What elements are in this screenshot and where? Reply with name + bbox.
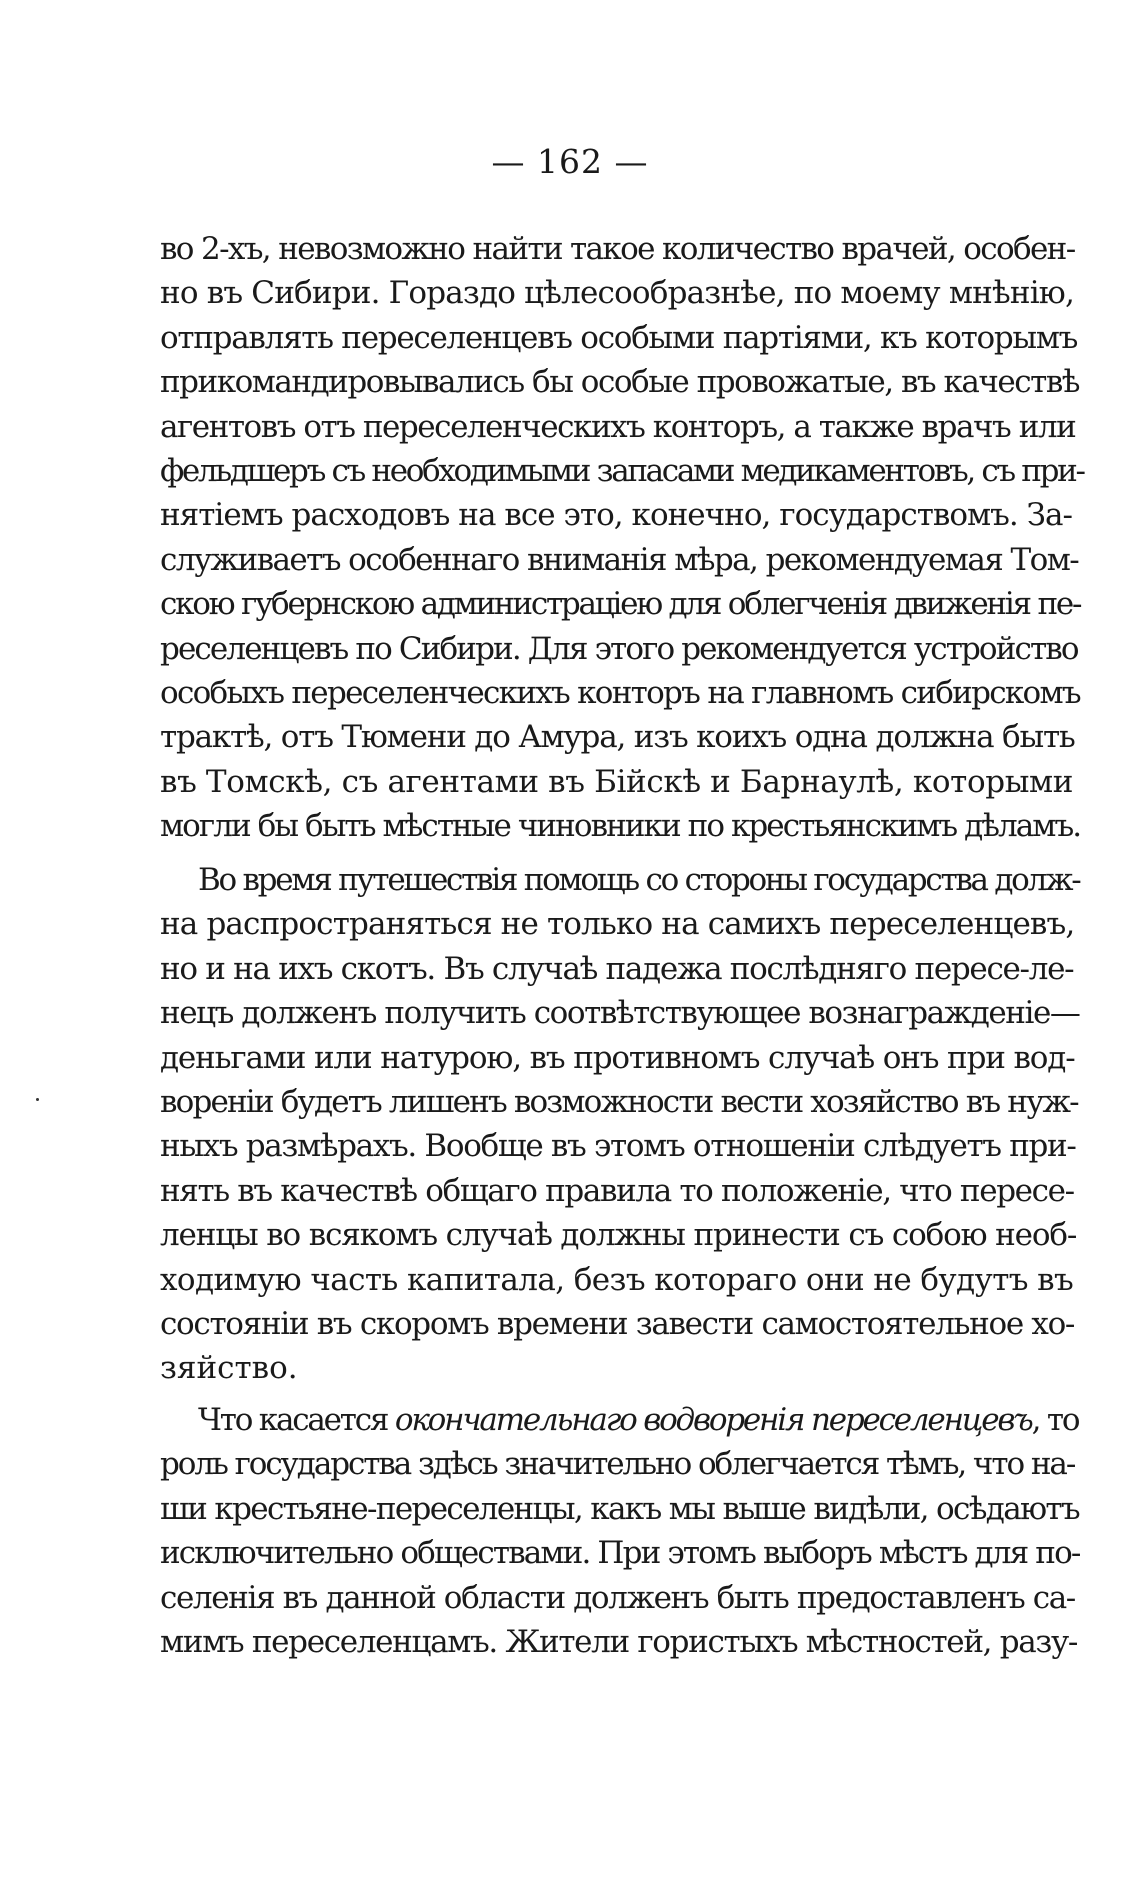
text-line: ныхъ размѣрахъ. Вообще въ этомъ отношеніи слѣдуетъ при-: [160, 1128, 1076, 1165]
text-line: агентовъ отъ переселенческихъ конторъ, а также врачъ или: [160, 408, 1076, 445]
text-line: мимъ переселенцамъ. Жители гористыхъ мѣстностей, разу-: [160, 1623, 1078, 1660]
text-line: отправлять переселенцевъ особыми партіями, къ которымъ: [160, 319, 1078, 356]
text-run: , то: [1031, 1402, 1079, 1438]
text-line: ленцы во всякомъ случаѣ должны принести съ собою необ-: [160, 1217, 1077, 1254]
text-line: особыхъ переселенческихъ конторъ на главномъ сибирскомъ: [160, 674, 1080, 711]
text-line: нять въ качествѣ общаго правила то положеніе, что пересе-: [160, 1172, 1074, 1209]
text-line: деньгами или натурою, въ противномъ случаѣ онъ при вод-: [160, 1039, 1075, 1076]
italic-emphasis: окончательнаго водворенія переселенцевъ: [394, 1402, 1032, 1438]
text-line: Во время путешествія помощь со стороны государства долж-: [198, 862, 1080, 898]
text-line: нятіемъ расходовъ на все это, конечно, государствомъ. За-: [160, 497, 1072, 534]
text-line: зяйство.: [160, 1350, 298, 1387]
text-line: фельдшеръ съ необходимыми запасами медикаментовъ, съ при-: [160, 452, 1084, 489]
paragraph-3: [160, 1398, 1080, 1664]
text-line: служиваетъ особеннаго вниманія мѣра, рекомендуемая Том-: [160, 541, 1079, 578]
text-line: скою губернскою администраціею для облегченія движенія пе-: [160, 586, 1081, 623]
paragraph-1: [160, 227, 1084, 848]
text-line: нецъ долженъ получить соотвѣтствующее вознагражденіе—: [160, 995, 1080, 1032]
text-line: вореніи будетъ лишенъ возможности вести хозяйство въ нуж-: [160, 1083, 1078, 1120]
scan-speck: [36, 1098, 39, 1101]
text-line: трактѣ, отъ Тюмени до Амура, изъ коихъ одна должна быть: [160, 719, 1075, 756]
text-line: прикомандировывались бы особые провожатые, въ качествѣ: [160, 364, 1080, 401]
page-number: — 162 —: [491, 142, 649, 181]
text-line: роль государства здѣсь значительно облегчается тѣмъ, что на-: [160, 1446, 1075, 1483]
text-line: во 2-хъ, невозможно найти такое количество врачей, особен-: [160, 231, 1075, 267]
text-line: въ Томскѣ, съ агентами въ Бійскѣ и Барнаулѣ, которыми: [160, 763, 1074, 800]
text-line: могли бы быть мѣстные чиновники по крестьянскимъ дѣламъ.: [160, 808, 1081, 845]
text-line: ходимую часть капитала, безъ котораго они не будутъ въ: [160, 1261, 1074, 1298]
text-line: реселенцевъ по Сибири. Для этого рекомендуется устройство: [160, 630, 1078, 667]
text-line: ши крестьяне-переселенцы, какъ мы выше видѣли, осѣдаютъ: [160, 1490, 1079, 1527]
text-line: на распространяться не только на самихъ переселенцевъ,: [160, 906, 1075, 943]
text-line: но и на ихъ скотъ. Въ случаѣ падежа послѣдняго пересе-ле-: [160, 950, 1074, 987]
text-line: селенія въ данной области долженъ быть предоставленъ са-: [160, 1579, 1075, 1616]
text-line: но въ Сибири. Гораздо цѣлесообразнѣе, по моему мнѣнію,: [160, 275, 1075, 312]
text-run: Что касается: [198, 1402, 395, 1438]
text-line: исключительно обществами. При этомъ выборъ мѣстъ для по-: [160, 1535, 1080, 1572]
text-line-first: [160, 1398, 1079, 1442]
text-line: состояніи въ скоромъ времени завести самостоятельное хо-: [160, 1305, 1075, 1342]
paragraph-2: [160, 858, 1080, 1391]
